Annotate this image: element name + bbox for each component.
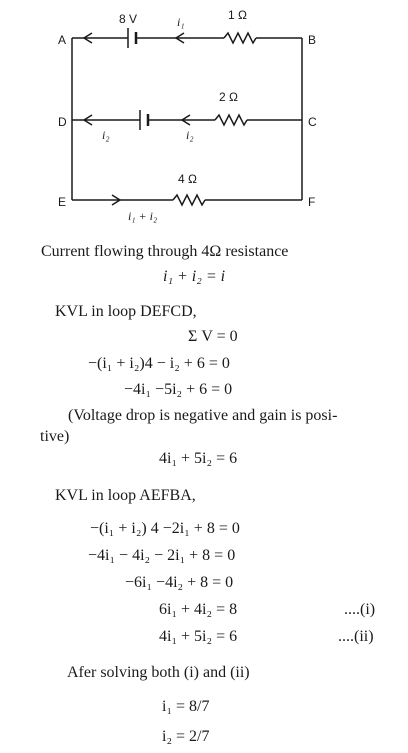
current-top-label: i₁	[177, 15, 185, 29]
node-f-label: F	[308, 195, 316, 209]
result-i1: i₁ = 8/7	[162, 698, 210, 715]
current-bottom-label: i₁ + i₂	[128, 209, 158, 223]
equation-9-tag: ....(i)	[344, 601, 376, 618]
equation-10: 4i₁ + 5i₂ = 6	[159, 628, 238, 645]
result-i2: i₂ = 2/7	[162, 728, 210, 745]
resistor-1ohm	[224, 33, 256, 43]
resistor-top-label: 1 Ω	[228, 8, 247, 22]
intro-text: Current flowing through 4Ω resistance	[41, 243, 289, 260]
node-e-label: E	[58, 195, 67, 209]
resistor-mid-label: 2 Ω	[219, 90, 238, 104]
current-mid-left-label: i₂	[102, 128, 110, 142]
equation-4: −4i₁ −5i₂ + 6 = 0	[124, 381, 233, 398]
equation-1: i₁ + i₂ = i	[163, 268, 226, 285]
note-line-2: tive)	[40, 428, 70, 445]
equation-5: 4i₁ + 5i₂ = 6	[159, 450, 238, 467]
note-line-1: (Voltage drop is negative and gain is posi-	[68, 407, 338, 424]
kvl-loop-defcd: KVL in loop DEFCD,	[55, 303, 197, 320]
equation-7: −4i₁ − 4i₂ − 2i₁ + 8 = 0	[88, 547, 236, 564]
node-a-label: A	[58, 33, 67, 47]
node-b-label: B	[308, 33, 317, 47]
kvl-loop-aefba: KVL in loop AEFBA,	[55, 487, 196, 504]
equation-8: −6i₁ −4i₂ + 8 = 0	[125, 574, 234, 591]
equation-6: −(i₁ + i₂) 4 −2i₁ + 8 = 0	[90, 520, 240, 537]
equation-10-tag: ....(ii)	[338, 628, 374, 645]
equation-2: Σ V = 0	[188, 328, 238, 345]
resistor-4ohm	[173, 195, 205, 205]
battery-top-label: 8 V	[119, 12, 138, 26]
after-solving-text: Afer solving both (i) and (ii)	[67, 664, 250, 681]
resistor-2ohm	[215, 115, 247, 125]
current-mid-right-label: i₂	[186, 128, 194, 142]
node-d-label: D	[58, 115, 67, 129]
equation-3: −(i₁ + i₂)4 − i₂ + 6 = 0	[88, 355, 230, 372]
equation-9: 6i₁ + 4i₂ = 8	[159, 601, 238, 618]
resistor-bottom-label: 4 Ω	[178, 172, 197, 186]
node-c-label: C	[308, 115, 317, 129]
